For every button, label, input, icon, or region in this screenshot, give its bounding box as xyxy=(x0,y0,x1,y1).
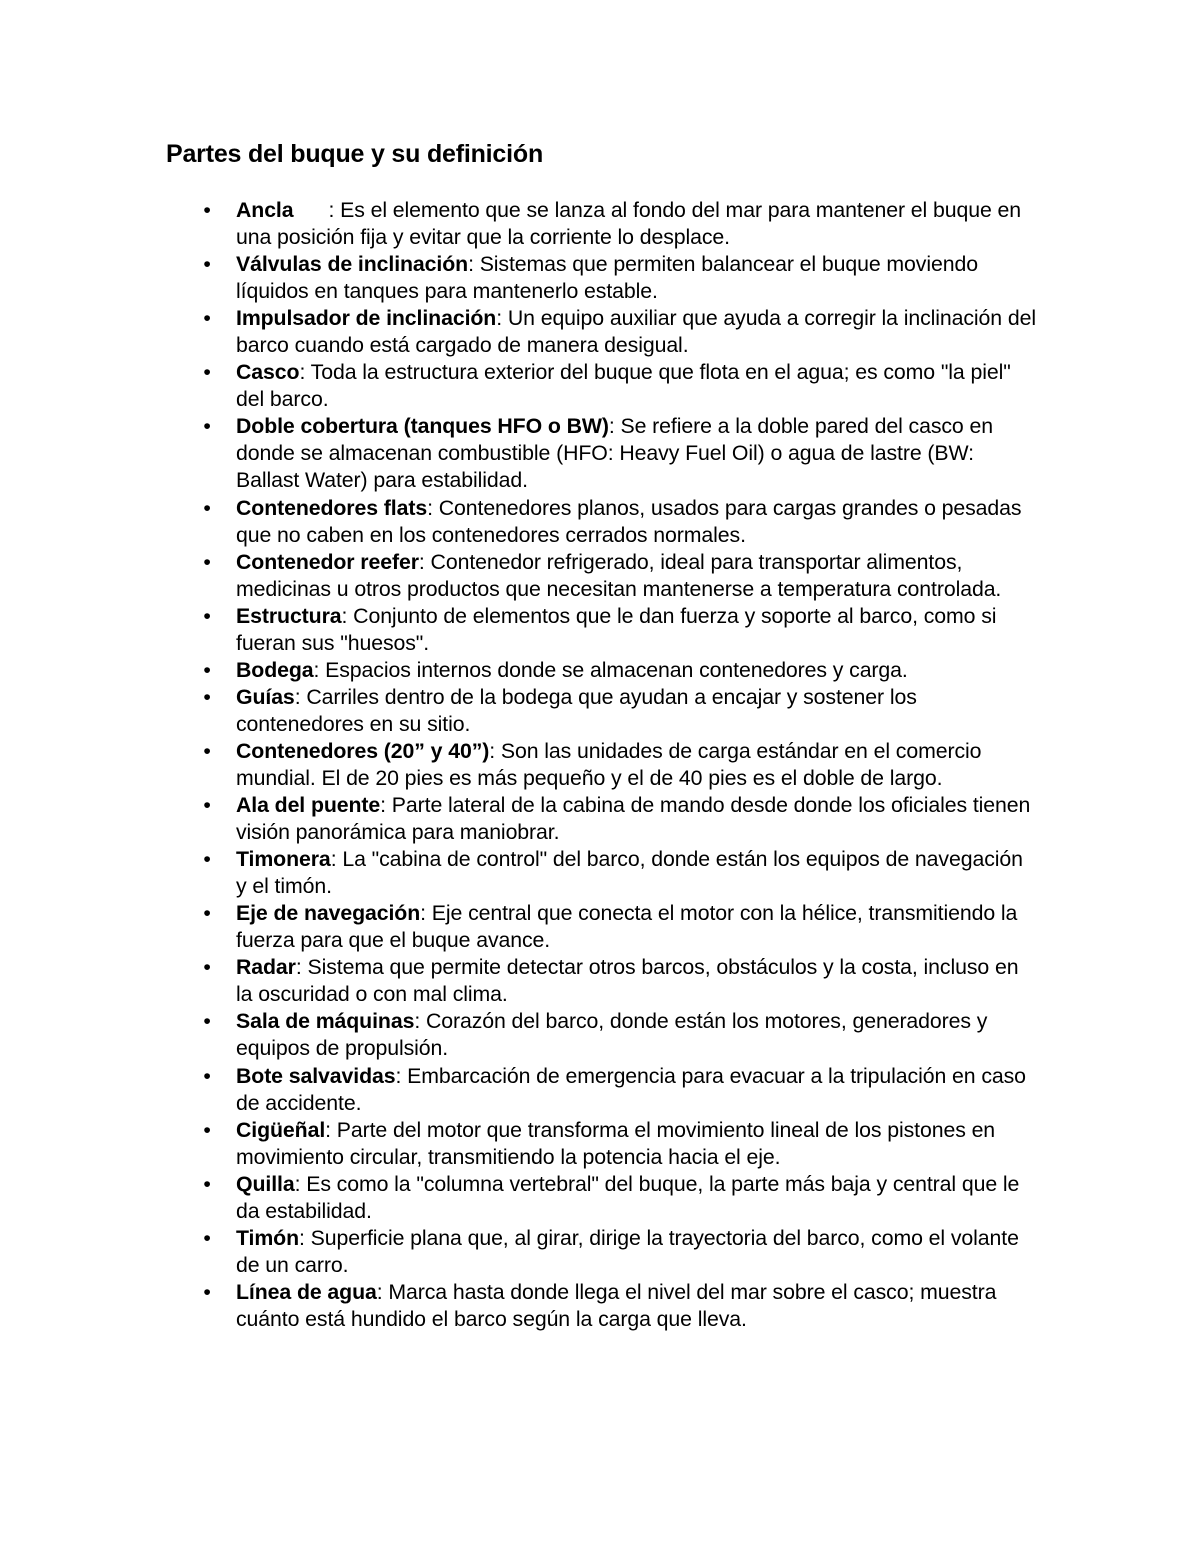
list-item xyxy=(203,549,1036,603)
definition: : Toda la estructura exterior del buque que flota en el agua; es como "la piel" del barco. xyxy=(236,360,1011,412)
term: Quilla xyxy=(236,1171,295,1196)
term: Bote salvavidas xyxy=(236,1063,396,1088)
definition: : Eje central que conecta el motor con la hélice, transmitiendo la fuerza para que el buque avance. xyxy=(236,901,1018,953)
list-item xyxy=(203,495,1036,549)
list-item xyxy=(203,792,1036,846)
list-item xyxy=(203,359,1036,413)
term: Estructura xyxy=(236,603,342,628)
bullet-icon: • xyxy=(203,252,211,277)
page-title: Partes del buque y su definición xyxy=(166,140,544,168)
list-item xyxy=(203,1117,1036,1171)
list-item xyxy=(203,954,1036,1008)
term: Timonera xyxy=(236,847,331,872)
definition: : Sistema que permite detectar otros barcos, obstáculos y la costa, incluso en la oscuridad o con mal clima. xyxy=(236,955,1019,1007)
definition: : Contenedor refrigerado, ideal para transportar alimentos, medicinas u otros productos que necesitan mantenerse a temperatura controlada. xyxy=(236,549,1002,601)
definition: : Carriles dentro de la bodega que ayudan a encajar y sostener los contenedores en su sitio. xyxy=(236,684,917,736)
term: Doble cobertura (tanques HFO o BW) xyxy=(236,414,609,439)
definition: : Un equipo auxiliar que ayuda a corregir la inclinación del barco cuando está cargado de manera desigual. xyxy=(236,306,1036,358)
list-item xyxy=(203,1171,1036,1225)
definition: : La "cabina de control" del barco, donde están los equipos de navegación y el timón. xyxy=(236,847,1023,899)
definition: : Conjunto de elementos que le dan fuerza y soporte al barco, como si fueran sus "huesos". xyxy=(236,603,997,655)
definition: : Espacios internos donde se almacenan contenedores y carga. xyxy=(313,657,908,682)
bullet-icon: • xyxy=(203,603,211,628)
bullet-icon: • xyxy=(203,955,211,980)
definition: : Parte del motor que transforma el movimiento lineal de los pistones en movimiento circular, transmitiendo la potencia hacia el eje. xyxy=(236,1117,996,1169)
bullet-icon: • xyxy=(203,738,211,763)
bullet-icon: • xyxy=(203,549,211,574)
definition: : Es como la "columna vertebral" del buque, la parte más baja y central que le da estabilidad. xyxy=(236,1171,1020,1223)
definition: : Son las unidades de carga estándar en el comercio mundial. El de 20 pies es más pequeño y el de 40 pies es el doble de largo. xyxy=(236,738,982,790)
bullet-icon: • xyxy=(203,414,211,439)
bullet-icon: • xyxy=(203,657,211,682)
bullet-icon: • xyxy=(203,1009,211,1034)
term: Ancla xyxy=(236,198,294,222)
bullet-icon: • xyxy=(203,1117,211,1142)
definition: : Es el elemento que se lanza al fondo del mar para mantener el buque en una posición fija y evitar que la corriente lo desplace. xyxy=(236,198,1021,250)
term: Ala del puente xyxy=(236,793,381,818)
term: Contenedor reefer xyxy=(236,549,419,574)
bullet-icon: • xyxy=(203,793,211,818)
list-item xyxy=(203,846,1036,900)
bullet-icon: • xyxy=(203,198,211,222)
term: Cigüeñal xyxy=(236,1117,326,1142)
bullet-icon: • xyxy=(203,495,211,520)
definition: : Superficie plana que, al girar, dirige la trayectoria del barco, como el volante de un carro. xyxy=(236,1225,1019,1277)
list-item xyxy=(203,1225,1036,1279)
definition: : Sistemas que permiten balancear el buque moviendo líquidos en tanques para mantenerlo estable. xyxy=(236,252,978,304)
term: Guías xyxy=(236,684,295,709)
list-item xyxy=(203,900,1036,954)
bullet-icon: • xyxy=(203,684,211,709)
list-item xyxy=(203,1008,1036,1062)
list-item xyxy=(203,413,1036,494)
list-item xyxy=(203,603,1036,657)
bullet-icon: • xyxy=(203,847,211,872)
term: Válvulas de inclinación xyxy=(236,252,469,277)
list-item xyxy=(203,251,1036,305)
term: Bodega xyxy=(236,657,314,682)
list-item xyxy=(203,657,1036,684)
definition: : Marca hasta donde llega el nivel del mar sobre el casco; muestra cuánto está hundido el barco según la carga que lleva. xyxy=(236,1279,997,1331)
list-item xyxy=(203,1063,1036,1117)
term: Radar xyxy=(236,955,296,980)
term: Contenedores flats xyxy=(236,495,428,520)
bullet-icon: • xyxy=(203,1279,211,1304)
term: Eje de navegación xyxy=(236,901,421,926)
term: Contenedores (20” y 40”) xyxy=(236,738,490,763)
list-item xyxy=(203,738,1036,792)
bullet-icon: • xyxy=(203,1063,211,1088)
list-item xyxy=(203,1279,1036,1333)
list-item xyxy=(203,684,1036,738)
list-item xyxy=(203,197,1036,251)
definition-list xyxy=(203,197,1036,1333)
bullet-icon: • xyxy=(203,306,211,331)
bullet-icon: • xyxy=(203,901,211,926)
definition: : Se refiere a la doble pared del casco en donde se almacenan combustible (HFO: Heavy Fuel Oil) o agua de lastre (BW: Ballast Water) para estabilidad. xyxy=(236,414,993,493)
list-item xyxy=(203,305,1036,359)
definition: : Contenedores planos, usados para cargas grandes o pesadas que no caben en los contenedores cerrados normales. xyxy=(236,495,1022,547)
term: Impulsador de inclinación xyxy=(236,306,497,331)
term: Línea de agua xyxy=(236,1279,377,1304)
term: Casco xyxy=(236,360,300,385)
definition: : Corazón del barco, donde están los motores, generadores y equipos de propulsión. xyxy=(236,1009,988,1061)
term: Sala de máquinas xyxy=(236,1009,415,1034)
bullet-icon: • xyxy=(203,1225,211,1250)
bullet-icon: • xyxy=(203,1171,211,1196)
definition: : Parte lateral de la cabina de mando desde donde los oficiales tienen visión panorámica para maniobrar. xyxy=(236,793,1031,845)
definition: : Embarcación de emergencia para evacuar a la tripulación en caso de accidente. xyxy=(236,1063,1026,1115)
term: Timón xyxy=(236,1225,299,1250)
bullet-icon: • xyxy=(203,360,211,385)
